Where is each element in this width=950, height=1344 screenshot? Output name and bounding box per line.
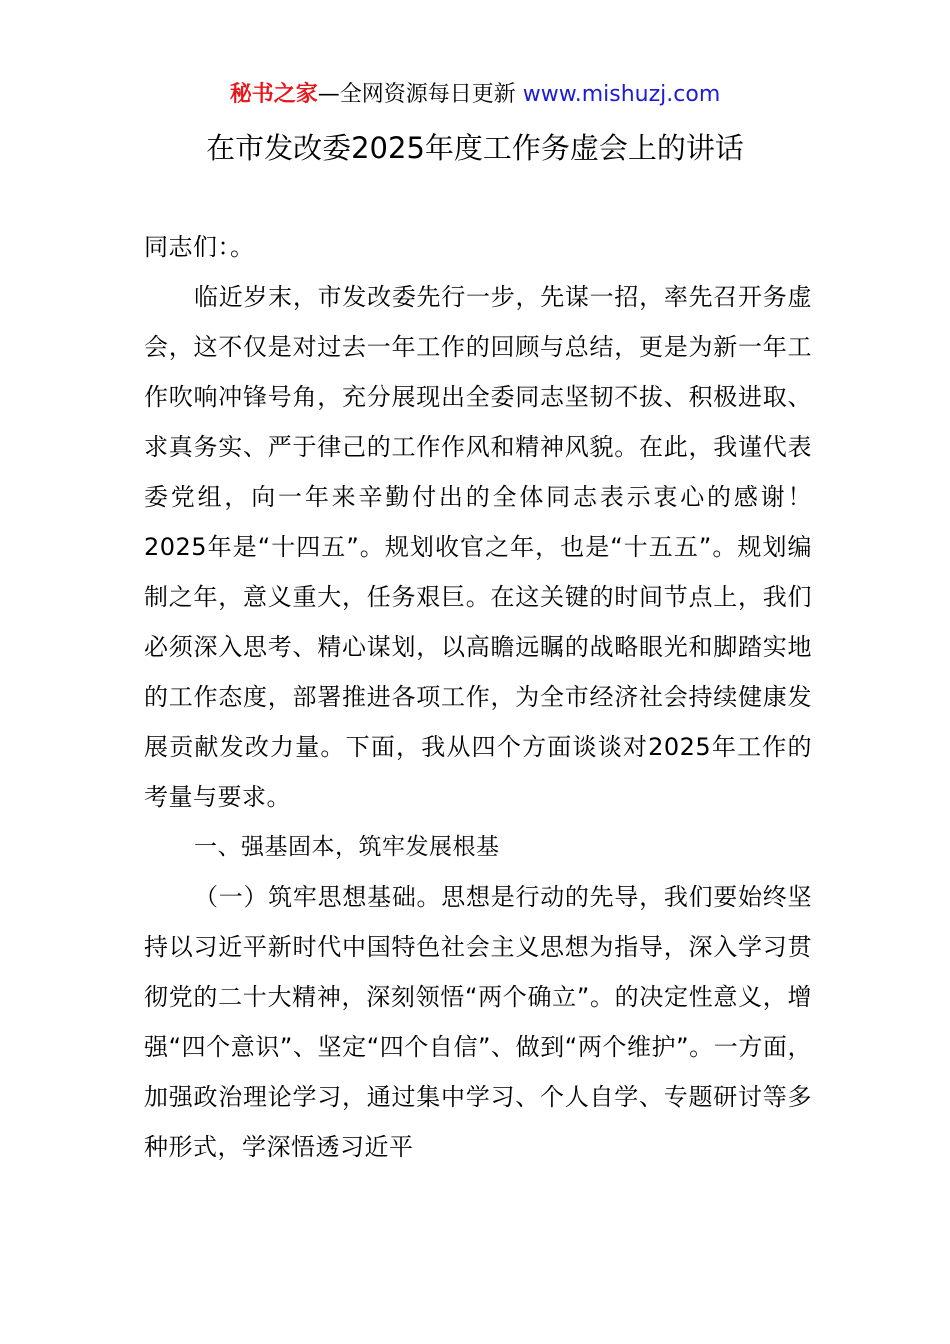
site-url-link[interactable]: www.mishuzj.com	[522, 82, 721, 107]
document-title: 在市发改委2025年度工作务虚会上的讲话	[206, 131, 744, 165]
section-heading: 一、强基固本，筑牢发展根基	[194, 834, 500, 860]
paragraph-intro: 临近岁末，市发改委先行一步，先谋一招，率先召开务虚会，这不仅是对过去一年工作的回顾与总结，更是为新一年工作吹响冲锋号角，充分展现出全委同志坚韧不拔、积极进取、求真务实、严于律己的工作作风和精神风貌。在此，我谨代表委党组，向一年来辛勤付出的全体同志表示衷心的感谢！2025年是“十四五”。规划收官之年，也是“十五五”。规划编制之年，意义重大，任务艰巨。在这关键的时间节点上，我们必须深入思考、精心谋划，以高瞻远瞩的战略眼光和脚踏实地的工作态度，部署推进各项工作，为全市经济社会持续健康发展贡献发改力量。下面，我从四个方面谈谈对2025年工作的考量与要求。	[144, 283, 812, 811]
site-brand: 秘书之家	[229, 82, 318, 107]
site-slogan: —全网资源每日更新	[317, 82, 516, 107]
salutation: 同志们：。	[144, 233, 255, 261]
site-header	[0, 78, 950, 112]
document-body	[144, 222, 812, 1172]
paragraph-section-1-1: （一）筑牢思想基础。思想是行动的先导，我们要始终坚持以习近平新时代中国特色社会主义思想为指导，深入学习贯彻党的二十大精神，深刻领悟“两个确立”。的决定性意义，增强“四个意识”、坚定“四个自信”、做到“两个维护”。一方面，加强政治理论学习，通过集中学习、个人自学、专题研讨等多种形式，学深悟透习近平	[144, 883, 812, 1161]
